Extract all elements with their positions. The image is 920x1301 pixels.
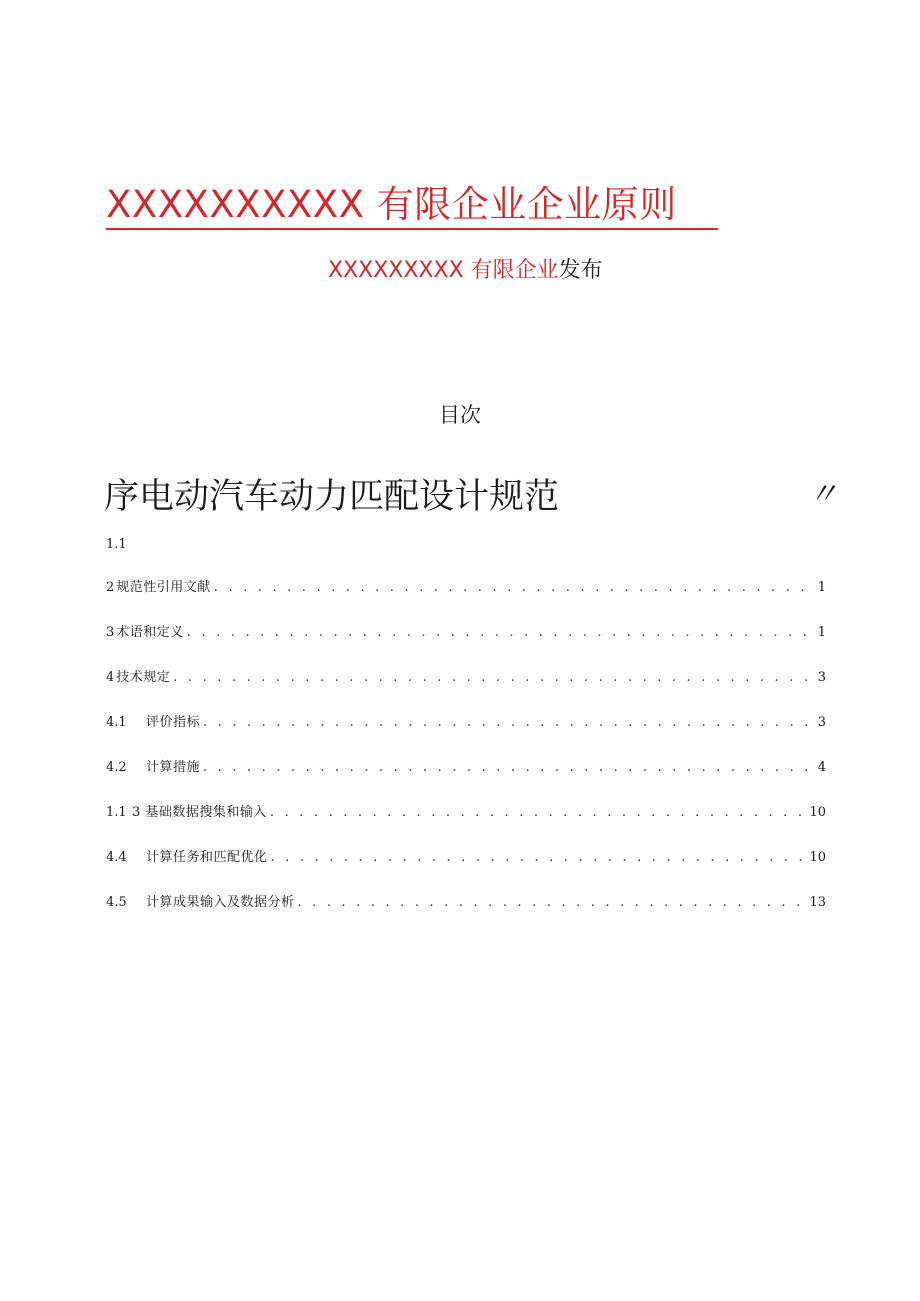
toc-entry-label: 计算措施 — [146, 760, 201, 775]
toc-entry-label: 评价指标 — [146, 715, 201, 730]
toc-entry-page: 10 — [809, 850, 826, 865]
toc-entry[interactable] — [106, 760, 826, 805]
publisher-suffix: 发布 — [558, 258, 603, 283]
toc-entry-page: 1 — [817, 625, 826, 640]
toc-leader — [298, 895, 807, 911]
toc-entry-label: 计算成果输入及数据分析 — [146, 895, 295, 910]
toc-leader — [203, 760, 815, 776]
toc-entry[interactable] — [106, 715, 826, 760]
publisher-line — [328, 257, 603, 285]
toc-leader — [270, 805, 807, 821]
toc-entry-number: 2 — [106, 580, 115, 595]
toc-heading: 目次 — [439, 403, 481, 427]
toc-entry-number: 4.1 — [106, 715, 127, 730]
toc-entry-page: 10 — [809, 805, 826, 820]
toc-entry-label: 规范性引用文献 — [116, 580, 211, 595]
toc-leader — [271, 850, 807, 866]
publisher-org: XXXXXXXXX 有限企业 — [328, 258, 559, 283]
toc-entry-number: 4 — [106, 670, 115, 685]
toc-entry-label: 3 基础数据搜集和输入 — [132, 805, 267, 820]
spec-title: 序电动汽车动力匹配设计规范 — [104, 477, 560, 517]
toc-entry-number: 3 — [106, 625, 115, 640]
toc-first-line: 1.1 — [106, 537, 127, 552]
toc-entry-number: 4.5 — [106, 895, 127, 910]
toc-entry[interactable] — [106, 850, 826, 895]
toc-list — [106, 580, 826, 940]
toc-entry-label: 计算任务和匹配优化 — [146, 850, 268, 865]
toc-entry[interactable] — [106, 805, 826, 850]
toc-entry-page: 13 — [809, 895, 826, 910]
toc-entry[interactable] — [106, 580, 826, 625]
toc-entry-label: 术语和定义 — [116, 625, 184, 640]
toc-entry-number: 1.1 — [106, 805, 127, 820]
toc-entry[interactable] — [106, 625, 826, 670]
toc-entry-label: 技术规定 — [116, 670, 171, 685]
toc-entry-page: 3 — [817, 670, 826, 685]
toc-entry-page: 1 — [817, 580, 826, 595]
toc-entry-page: 4 — [817, 760, 826, 775]
toc-entry[interactable] — [106, 895, 826, 940]
document-title: XXXXXXXXXX 有限企业企业原则 — [106, 183, 677, 226]
toc-entry-number: 4.4 — [106, 850, 127, 865]
toc-entry-number: 4.2 — [106, 760, 127, 775]
toc-entry[interactable] — [106, 670, 826, 715]
toc-entry-page: 3 — [817, 715, 826, 730]
toc-leader — [203, 715, 815, 731]
toc-leader — [173, 670, 814, 686]
toc-leader — [187, 625, 815, 641]
spec-mark: 〃 — [808, 477, 838, 512]
title-underline — [106, 228, 718, 230]
toc-leader — [214, 580, 815, 596]
